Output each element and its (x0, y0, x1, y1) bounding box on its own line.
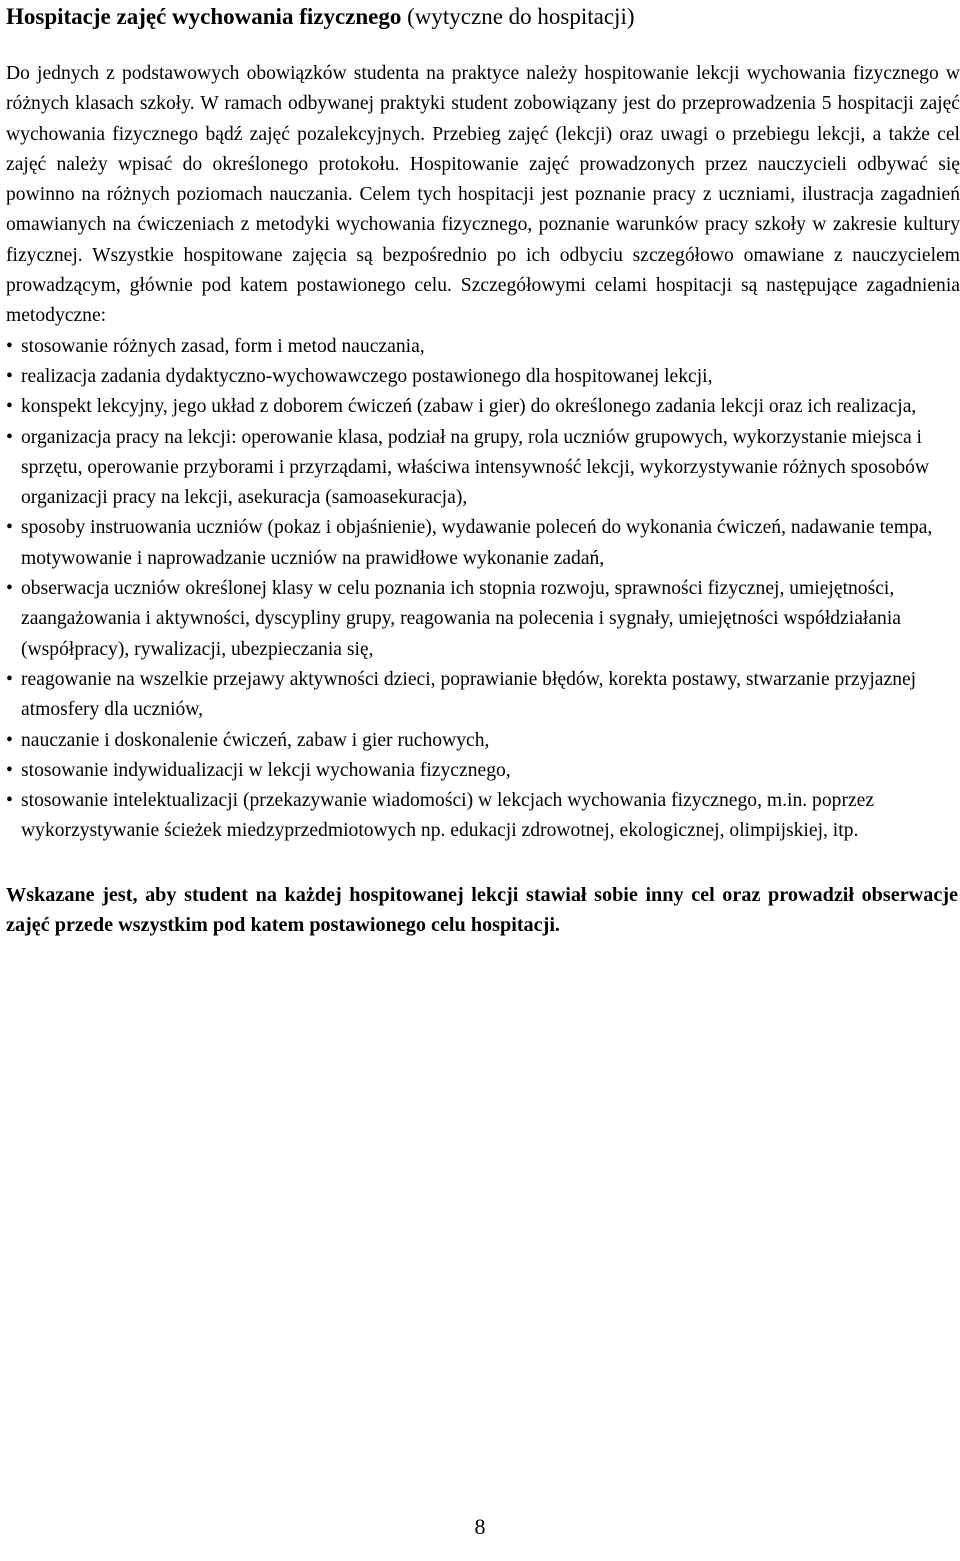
paragraph-sentence: Wszystkie hospitowane zajęcia są bezpośrednio po ich odbyciu szczegółowo omawiane z nauczycielem prowadzącym, głównie pod katem postawionego celu. (6, 244, 960, 297)
bullet-icon: • (6, 790, 13, 812)
paragraph-sentence: Przebieg zajęć (lekcji) oraz uwagi o przebiegu lekcji, a także cel zajęć należy wpisać do określonego protokołu. (6, 123, 960, 175)
bullet-icon: • (6, 396, 13, 418)
list-item-text: reagowanie na wszelkie przejawy aktywności dzieci, poprawianie błędów, korekta postawy, stwarzanie przyjaznej atmosfery dla uczniów, (21, 668, 917, 721)
paragraph-sentence: Hospitowanie zajęć prowadzonych przez nauczycieli odbywać się powinno na różnych poziomach nauczania. (6, 153, 960, 206)
list-item-text: konspekt lekcyjny, jego układ z doborem ćwiczeń (zabaw i gier) do określonego zadania lekcji oraz ich realizacja, (21, 396, 917, 418)
bullet-icon: • (6, 335, 13, 357)
bullet-icon: • (6, 578, 13, 600)
bullet-icon: • (6, 759, 13, 781)
methodical-issues-list (6, 332, 960, 847)
intro-paragraph (6, 59, 960, 332)
list-item (6, 513, 960, 574)
list-item-text: nauczanie i doskonalenie ćwiczeń, zabaw i gier ruchowych, (21, 729, 490, 751)
list-item (6, 362, 960, 392)
list-item-text: sposoby instruowania uczniów (pokaz i objaśnienie), wydawanie poleceń do wykonania ćwiczeń, nadawanie tempa, motywowanie i naprowadzanie uczniów na prawidłowe wykonanie zadań, (21, 517, 933, 569)
list-item-text: stosowanie różnych zasad, form i metod nauczania, (21, 335, 425, 357)
bullet-icon: • (6, 517, 13, 539)
document-page (6, 0, 960, 940)
paragraph-sentence: W ramach odbywanej praktyki student zobowiązany jest do przeprowadzenia 5 hospitacji zajęć wychowania fizycznego bądź zajęć pozalekcyjnych. (6, 93, 960, 145)
list-item (6, 756, 960, 786)
list-item (6, 786, 960, 847)
list-item (6, 574, 960, 665)
list-item (6, 332, 960, 362)
list-item-text: obserwacja uczniów określonej klasy w celu poznania ich stopnia rozwoju, sprawności fizycznej, umiejętności, zaangażowania i aktywności, dyscypliny grupy, reagowania na polecenia i sygnały, umiejętności współdziałania (współpracy), rywalizacji, ubezpieczania się, (21, 578, 901, 660)
page-number: 8 (474, 1514, 486, 1539)
document-title (6, 0, 960, 32)
list-item (6, 726, 960, 756)
paragraph-sentence: Celem tych hospitacji jest poznanie pracy z uczniami, ilustracja zagadnień omawianych na ćwiczeniach z metodyki wychowania fizycznego, poznanie warunków pracy szkoły w zakresie kultury fizycznej. (6, 184, 960, 266)
list-item (6, 423, 960, 514)
closing-statement: Wskazane jest, aby student na każdej hospitowanej lekcji stawiał sobie inny cel oraz prowadził obserwacje zajęć przede wszystkim pod katem postawionego celu hospitacji. (6, 883, 958, 937)
paragraph-sentence: Do jednych z podstawowych obowiązków studenta na praktyce należy hospitowanie lekcji wychowania fizycznego w różnych klasach szkoły. (6, 63, 960, 115)
list-item (6, 665, 960, 726)
bullet-icon: • (6, 729, 13, 751)
list-item-text: realizacja zadania dydaktyczno-wychowawczego postawionego dla hospitowanej lekcji, (21, 365, 713, 387)
bullet-icon: • (6, 365, 13, 387)
title-subtitle: (wytyczne do hospitacji) (401, 4, 635, 29)
list-item-text: stosowanie indywidualizacji w lekcji wychowania fizycznego, (21, 759, 511, 781)
list-item-text: stosowanie intelektualizacji (przekazywanie wiadomości) w lekcjach wychowania fizycznego, m.in. poprzez wykorzystywanie ścieżek miedzyprzedmiotowych np. edukacji zdrowotnej, ekologicznej, olimpijskiej, itp. (21, 790, 875, 842)
bullet-icon: • (6, 426, 13, 448)
list-item (6, 392, 960, 422)
title-main: Hospitacje zajęć wychowania fizycznego (6, 4, 402, 29)
paragraph-sentence: Szczegółowymi celami hospitacji są następujące zagadnienia metodyczne: (6, 275, 960, 327)
bullet-icon: • (6, 668, 13, 690)
list-item-text: organizacja pracy na lekcji: operowanie klasa, podział na grupy, rola uczniów grupowych, wykorzystanie miejsca i sprzętu, operowanie przyborami i przyrządami, właściwa intensywność lekcji, wykorzystywanie różnych sposobów organizacji pracy na lekcji, asekuracja (samoasekuracja), (21, 426, 930, 509)
